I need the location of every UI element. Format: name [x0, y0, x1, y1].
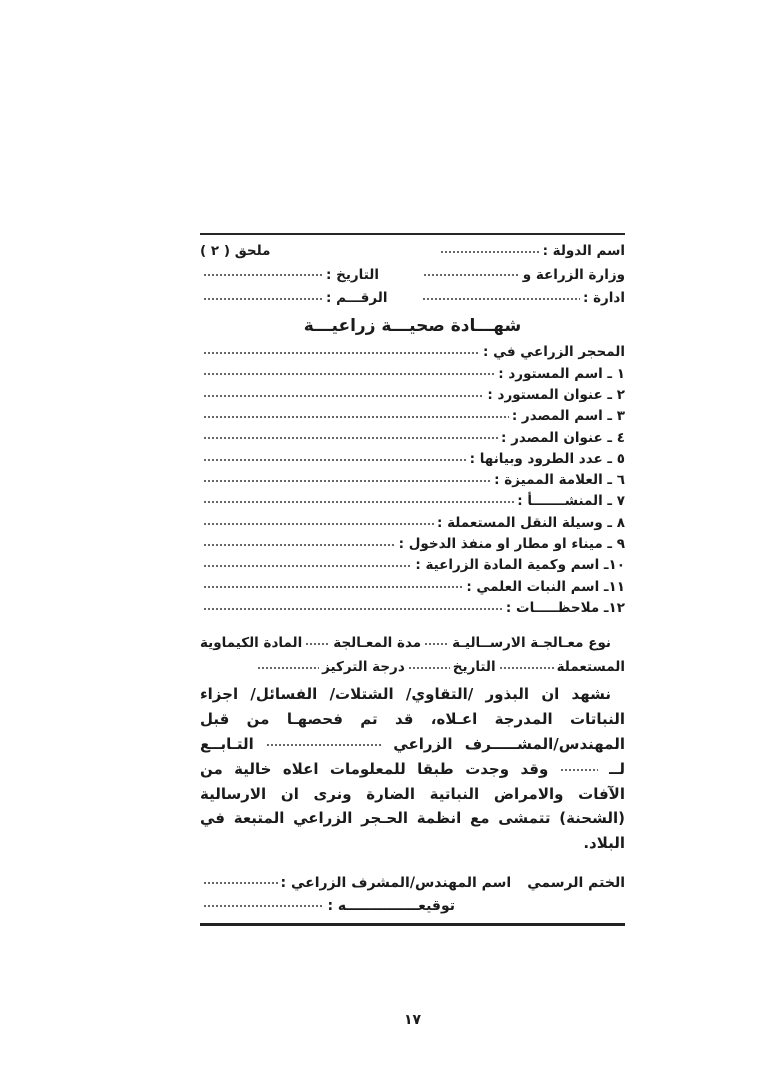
field-row-remarks — [200, 598, 625, 619]
field-row-distinguishing-mark — [200, 470, 625, 491]
country-label: اسم الدولة : — [542, 243, 625, 259]
field-row-scientific-name — [200, 577, 625, 598]
dotted-blank — [203, 877, 278, 889]
field-row-quarantine — [200, 343, 625, 364]
field-row-packages — [200, 449, 625, 470]
dotted-blank — [203, 560, 412, 572]
date-label: التاريخ : — [326, 266, 379, 283]
dotted-blank — [203, 475, 491, 487]
department-field — [419, 292, 625, 306]
treatment-line-1 — [200, 631, 625, 656]
field-label: ٢ ـ عنوان المستورد : — [487, 386, 625, 403]
fields-list — [200, 343, 625, 620]
dotted-blank — [560, 765, 598, 775]
field-label: ١٠ـ اسم وكمية المادة الزراعية : — [415, 557, 625, 574]
date-blank — [203, 269, 323, 281]
number-field — [200, 292, 387, 306]
dotted-blank — [203, 390, 484, 402]
certification-text-1: نشهد ان البذور /التقاوي/ الشتلات/ الفسائل/ اجزاء النباتات المدرجة اعـلاه، قد تم فحصهـا من قبل المهندس/المشـــــرف الزراعي — [200, 685, 625, 753]
chemical-used-label: المستعملة — [556, 659, 625, 676]
dotted-blank — [203, 539, 396, 551]
header-row-country — [200, 240, 625, 264]
dotted-blank — [203, 581, 463, 593]
dotted-blank — [203, 518, 434, 530]
consignment-treatment-label: نوع معـالجـة الارســاليـة — [452, 634, 611, 651]
appendix-label: ملحق ( ٢ ) — [200, 243, 271, 259]
number-label: الرقـــم : — [326, 290, 388, 306]
department-label: ادارة : — [582, 290, 625, 306]
field-label: ٤ ـ عنوان المصدر : — [500, 429, 625, 446]
dotted-blank — [203, 432, 498, 444]
form-header — [200, 235, 625, 311]
field-label: ٨ ـ وسيلة النقل المستعملة : — [437, 514, 625, 531]
bottom-rule — [200, 923, 625, 926]
header-row-department-number — [200, 287, 625, 311]
field-row-exporter-address — [200, 428, 625, 449]
signature-label: توقيعـــــــــــــــه : — [327, 898, 455, 915]
number-blank — [203, 293, 323, 305]
ministry-blank — [423, 269, 520, 281]
dotted-blank — [203, 368, 495, 380]
appendix-tag — [200, 245, 270, 259]
official-seal-label: الختم الرسمي — [527, 874, 625, 891]
country-blank — [440, 246, 540, 258]
header-row-ministry-date — [200, 264, 625, 288]
field-label: ٧ ـ المنشـــــــأ : — [517, 493, 625, 510]
dotted-blank — [408, 662, 450, 674]
field-label: ١٢ـ ملاحظـــــات : — [505, 599, 625, 616]
signature-section — [200, 871, 625, 918]
dotted-blank — [203, 411, 509, 423]
certificate-title: شهـــادة صحيـــة زراعيـــة — [303, 315, 522, 336]
field-row-material-quantity — [200, 555, 625, 576]
country-field — [437, 245, 625, 259]
field-row-exporter-name — [200, 406, 625, 427]
treatment-date-label: التاريخ — [452, 659, 496, 676]
chemical-label: المادة الكيماوية — [199, 634, 303, 651]
field-row-transport-means — [200, 513, 625, 534]
dotted-blank — [203, 454, 467, 466]
field-row-entry-point — [200, 534, 625, 555]
treatment-section — [200, 631, 625, 680]
page-number: ١٧ — [403, 1012, 422, 1028]
field-label: ٦ ـ العلامة المميزة : — [494, 472, 625, 489]
dotted-blank — [203, 496, 514, 508]
field-row-importer-address — [200, 385, 625, 406]
seal-and-engineer-row — [200, 871, 625, 895]
field-row-importer-name — [200, 364, 625, 385]
dotted-blank — [305, 638, 330, 650]
field-label: المحجر الزراعي في : — [483, 344, 625, 361]
department-blank — [422, 293, 580, 305]
field-label: ١ ـ اسم المستورد : — [498, 365, 625, 382]
field-label: ٥ ـ عدد الطرود وبيانها : — [469, 450, 625, 467]
dotted-blank — [424, 638, 449, 650]
treatment-duration-label: مدة المعـالجة — [333, 634, 422, 651]
engineer-name-label: اسم المهندس/المشرف الزراعي : — [280, 874, 512, 891]
date-field — [200, 266, 379, 283]
treatment-line-2 — [200, 656, 625, 681]
certification-paragraph — [200, 682, 625, 856]
signature-row — [200, 894, 455, 918]
ministry-label: وزارة الزراعة و — [522, 266, 625, 283]
dotted-blank — [203, 603, 503, 615]
certification-text-3: وقد وجدت طبقا للمعلومات اعلاه خالية من الآفات والامراض النباتية الضارة ونرى ان الارسالية (الشحنة) تتمشى مع انظمة الحـجر الزراعي المتبعة في البلاد. — [200, 759, 625, 853]
ministry-field — [420, 266, 625, 283]
dotted-blank — [203, 900, 324, 912]
certification-text-2: التـابــع لــ — [200, 734, 625, 778]
concentration-label: درجة التركيز — [322, 659, 405, 676]
dotted-blank — [257, 662, 319, 674]
field-label: ٩ ـ ميناء او مطار او منفذ الدخول : — [398, 536, 625, 553]
certificate-form — [200, 233, 625, 926]
field-row-origin — [200, 492, 625, 513]
field-label: ١١ـ اسم النبات العلمي : — [466, 578, 625, 595]
dotted-blank — [203, 347, 480, 359]
field-label: ٣ ـ اسم المصدر : — [511, 408, 625, 425]
dotted-blank — [499, 662, 554, 674]
dotted-blank — [266, 740, 381, 750]
